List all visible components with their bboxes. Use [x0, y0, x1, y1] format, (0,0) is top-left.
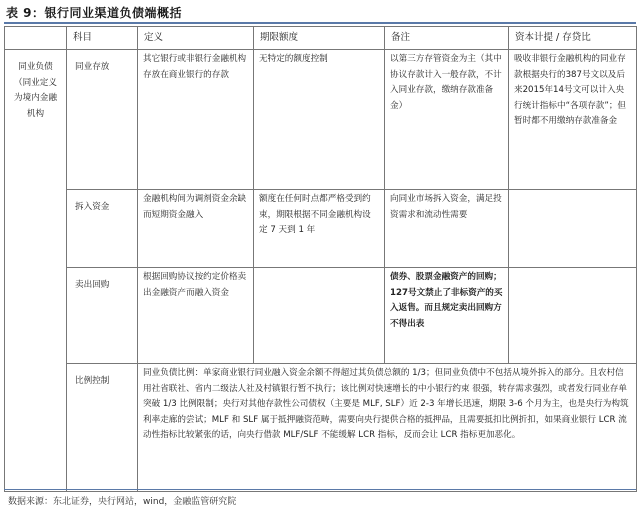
row-term — [254, 268, 385, 364]
header-cell-note: 备注 — [385, 27, 509, 50]
liability-table — [4, 26, 637, 492]
header-row — [5, 27, 637, 50]
bottom-rule — [4, 489, 636, 490]
row-definition: 其它银行或非银行金融机构存放在商业银行的存款 — [138, 50, 254, 190]
row-capital — [509, 268, 637, 364]
header-cell-subject: 科目 — [67, 27, 138, 50]
ratio-text: 同业负债比例：单家商业银行同业融入资金余额不得超过其负债总额的 1/3；但同业负债中不包括从境外拆入的部分。且农村信用社省联社、省内二级法人社及村镇银行暂不执行；该比例对快速增长的中小银行约束 很强，转存需求强烈，或者发行同业存单突破 1/3 比例限制；央行对其他存款性公司债权（主要是 MLF, SLF）近 2-3 年增长迅速，期限 3-6 个月为主，也是央行为构筑利率走廊的尝试；MLF 和 SLF 属于抵押融资范畴，需要向央行提供合格的抵押品，且需要抵扣比例折扣，如果商业银行 LCR 流动性指标比较紧张的话，向央行借款 MLF/SLF 不能缓解 LCR 指标，反而会让 LCR 指标更加恶化。 — [138, 364, 637, 492]
table-title: 表 9：银行同业渠道负债端概括 — [6, 6, 183, 20]
row-definition: 金融机构间为调剂资金余缺而短期资金融入 — [138, 190, 254, 268]
row-name: 拆入资金 — [67, 190, 138, 268]
table-row — [5, 190, 637, 268]
row-name: 同业存放 — [67, 50, 138, 190]
header-cell-term: 期限额度 — [254, 27, 385, 50]
header-cell-empty — [5, 27, 67, 50]
row-term: 额度在任何时点都严格受到约束，期限根据不同金融机构设定 7 天到 1 年 — [254, 190, 385, 268]
row-definition: 根据回购协议按约定价格卖出金融资产而融入资金 — [138, 268, 254, 364]
row-capital — [509, 190, 637, 268]
category-cell: 同业负债（同业定义为境内金融机构 — [5, 50, 67, 492]
row-name: 比例控制 — [67, 364, 138, 492]
top-rule — [4, 22, 636, 24]
table-row — [5, 364, 637, 492]
row-note: 以第三方存管资金为主（其中协议存款计入一般存款，不计入同业存款，缴纳存款准备金） — [385, 50, 509, 190]
header-cell-definition: 定义 — [138, 27, 254, 50]
row-capital: 吸收非银行金融机构的同业存款根据央行的387号文以及后来2015年14号文可以计入央行统计指标中“各项存款”；但暂时都不用缴纳存款准备金 — [509, 50, 637, 190]
source-note: 数据来源：东北证券，央行网站，wind，金融监管研究院 — [8, 497, 237, 507]
row-name: 卖出回购 — [67, 268, 138, 364]
table-row — [5, 268, 637, 364]
row-note: 向同业市场拆入资金，满足投资需求和流动性需要 — [385, 190, 509, 268]
row-note: 债券、股票金融资产的回购；127号文禁止了非标资产的买入返售。而且规定卖出回购方不得出表 — [385, 268, 509, 364]
row-term: 无特定的额度控制 — [254, 50, 385, 190]
table-row — [5, 50, 637, 190]
header-cell-capital: 资本计提 / 存贷比 — [509, 27, 637, 50]
